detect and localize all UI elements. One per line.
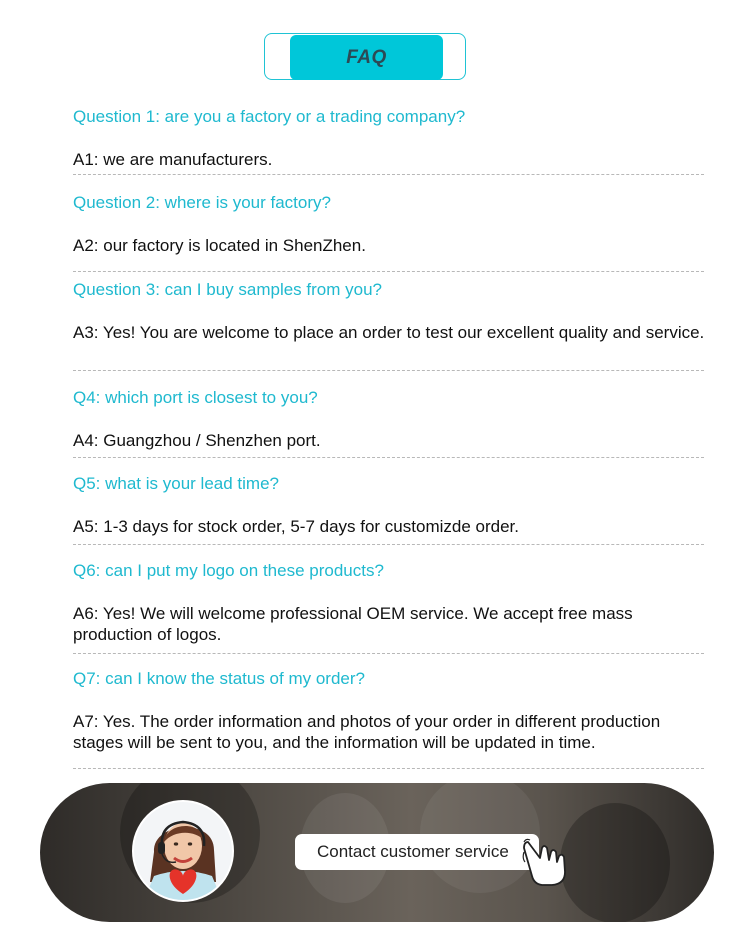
faq-divider — [73, 370, 704, 371]
faq-item-5 — [73, 473, 713, 537]
faq-divider — [73, 174, 704, 175]
faq-question: Q5: what is your lead time? — [73, 474, 279, 493]
faq-answer: A4: Guangzhou / Shenzhen port. — [73, 431, 321, 450]
faq-divider — [73, 457, 704, 458]
faq-answer: A6: Yes! We will welcome professional OEM service. We accept free mass production of logos. — [73, 604, 633, 644]
faq-header — [264, 33, 466, 80]
faq-question: Q7: can I know the status of my order? — [73, 669, 365, 688]
faq-item-2 — [73, 192, 713, 256]
faq-divider — [73, 271, 704, 272]
faq-answer: A3: Yes! You are welcome to place an order to test our excellent quality and service. — [73, 323, 705, 342]
faq-item-4 — [73, 387, 713, 451]
faq-question: Question 3: can I buy samples from you? — [73, 280, 382, 299]
faq-question: Question 1: are you a factory or a trading company? — [73, 107, 466, 126]
faq-item-6 — [73, 560, 713, 645]
faq-item-3 — [73, 279, 713, 343]
faq-item-1 — [73, 106, 713, 170]
faq-answer: A2: our factory is located in ShenZhen. — [73, 236, 366, 255]
customer-service-avatar-icon — [132, 800, 234, 902]
faq-divider — [73, 544, 704, 545]
faq-divider — [73, 653, 704, 654]
faq-answer: A7: Yes. The order information and photos of your order in different production stages will be sent to you, and the information will be updated in time. — [73, 712, 661, 752]
faq-answer: A5: 1-3 days for stock order, 5-7 days for customizde order. — [73, 517, 519, 536]
faq-item-7 — [73, 668, 713, 753]
faq-answer: A1: we are manufacturers. — [73, 150, 273, 169]
faq-question: Q6: can I put my logo on these products? — [73, 561, 384, 580]
faq-question: Question 2: where is your factory? — [73, 193, 331, 212]
pointing-hand-icon — [522, 838, 570, 888]
contact-customer-service-button[interactable]: Contact customer service — [295, 834, 539, 870]
faq-divider — [73, 768, 704, 769]
faq-question: Q4: which port is closest to you? — [73, 388, 318, 407]
faq-title: FAQ — [290, 35, 443, 80]
